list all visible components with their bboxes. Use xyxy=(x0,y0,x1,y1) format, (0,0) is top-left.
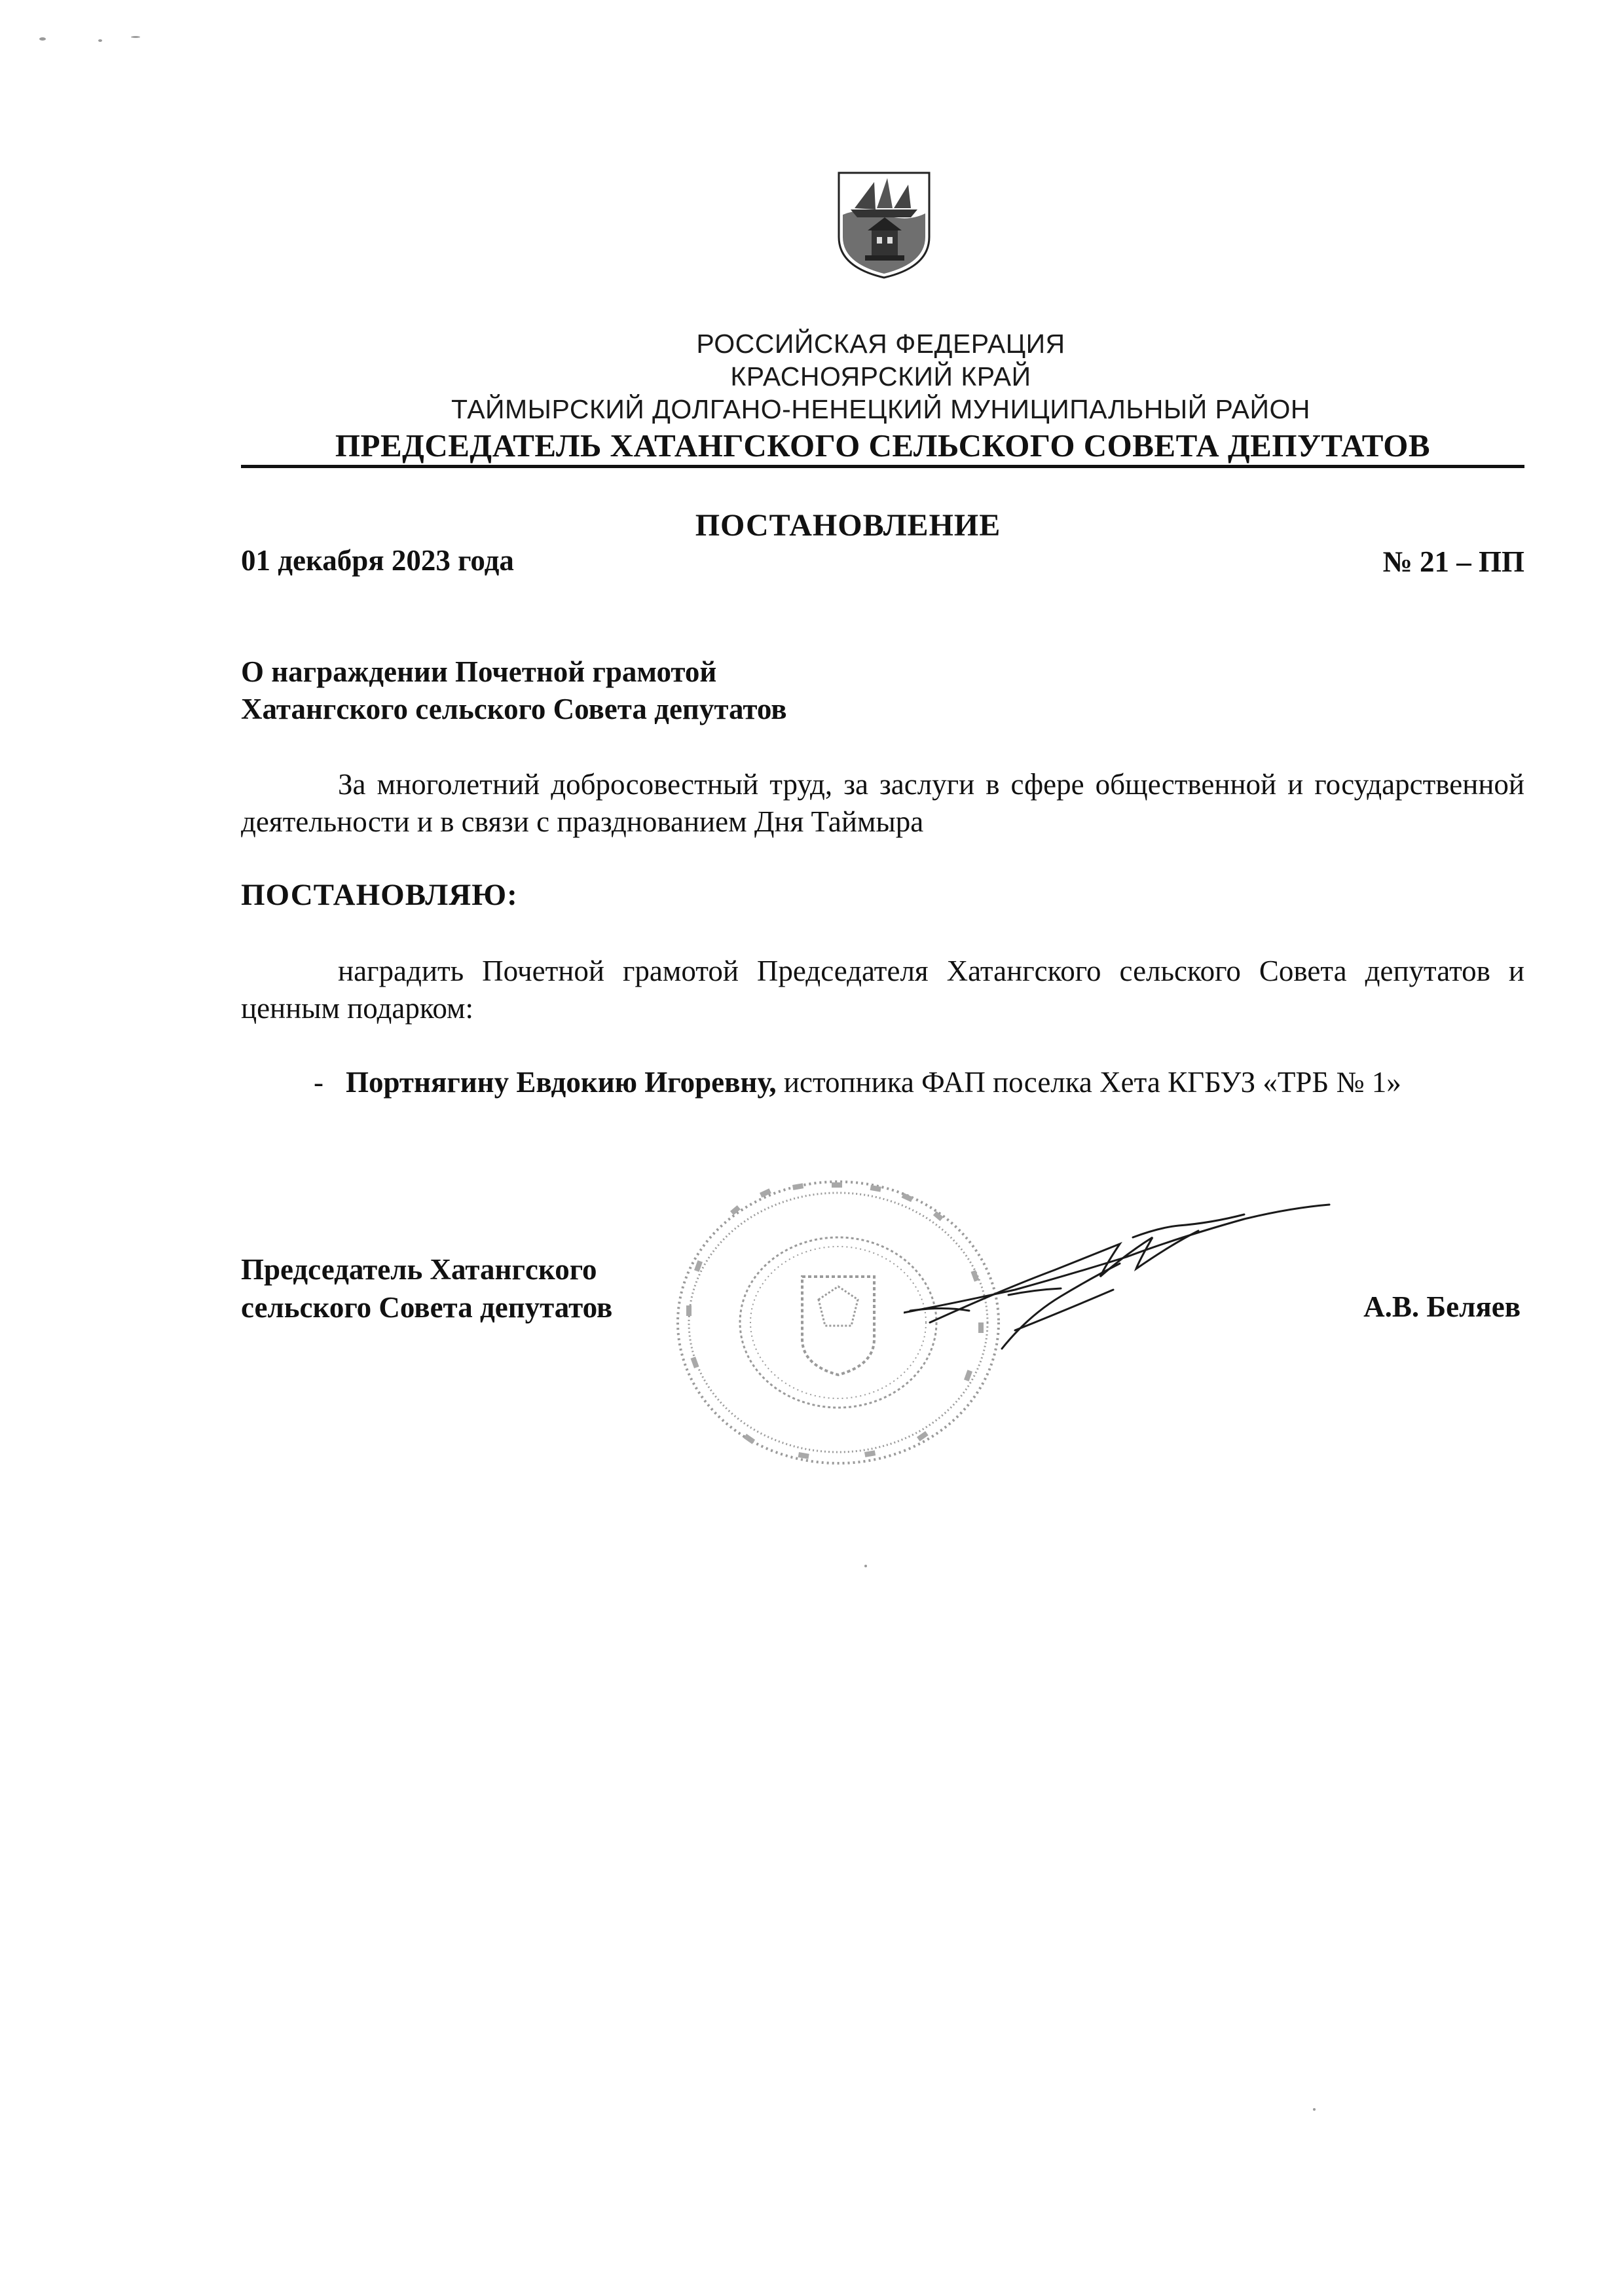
header-authority: ПРЕДСЕДАТЕЛЬ ХАТАНГСКОГО СЕЛЬСКОГО СОВЕТА ДЕПУТАТОВ xyxy=(335,428,1431,464)
document-date: 01 декабря 2023 года xyxy=(241,544,514,577)
awardee-position: истопника ФАП поселка Хета КГБУЗ «ТРБ № 1» xyxy=(776,1066,1401,1099)
preamble-paragraph: За многолетний добросовестный труд, за заслуги в сфере общественной и государственной деятельности и в связи с празднованием Дня Таймыра xyxy=(241,768,1524,838)
resolve-heading: ПОСТАНОВЛЯЮ: xyxy=(241,878,518,912)
list-dash: - xyxy=(314,1066,323,1099)
scan-speck xyxy=(39,37,46,41)
subject-line: Хатангского сельского Совета депутатов xyxy=(241,693,787,725)
signatory-title-line: сельского Совета депутатов xyxy=(241,1291,613,1324)
document-subject xyxy=(241,653,787,728)
signatory-title-line: Председатель Хатангского xyxy=(241,1253,597,1286)
awardee-name: Портнягину Евдокию Игоревну, xyxy=(346,1066,777,1099)
scan-speck xyxy=(864,1565,867,1567)
decision-paragraph: наградить Почетной грамотой Председателя Хатангского сельского Совета депутатов и ценным подарком: xyxy=(241,955,1524,1025)
scan-speck xyxy=(1313,2108,1316,2111)
document-number: № 21 – ПП xyxy=(1382,545,1524,578)
scan-speck xyxy=(98,39,102,42)
header-divider xyxy=(241,465,1524,468)
header-region: КРАСНОЯРСКИЙ КРАЙ xyxy=(730,361,1031,392)
hatanga-coat-of-arms-icon xyxy=(835,169,933,280)
signatory-title xyxy=(241,1250,612,1326)
header-district: ТАЙМЫРСКИЙ ДОЛГАНО-НЕНЕЦКИЙ МУНИЦИПАЛЬНЫЙ РАЙОН xyxy=(451,394,1310,424)
signatory-name: А.В. Беляев xyxy=(1363,1290,1521,1323)
handwritten-signature-icon xyxy=(904,1192,1336,1362)
header-country: РОССИЙСКАЯ ФЕДЕРАЦИЯ xyxy=(696,329,1065,359)
document-title: ПОСТАНОВЛЕНИЕ xyxy=(695,508,1001,543)
scan-speck xyxy=(131,36,140,38)
award-list-item xyxy=(241,1064,1524,1101)
subject-line: О награждении Почетной грамотой xyxy=(241,655,717,688)
